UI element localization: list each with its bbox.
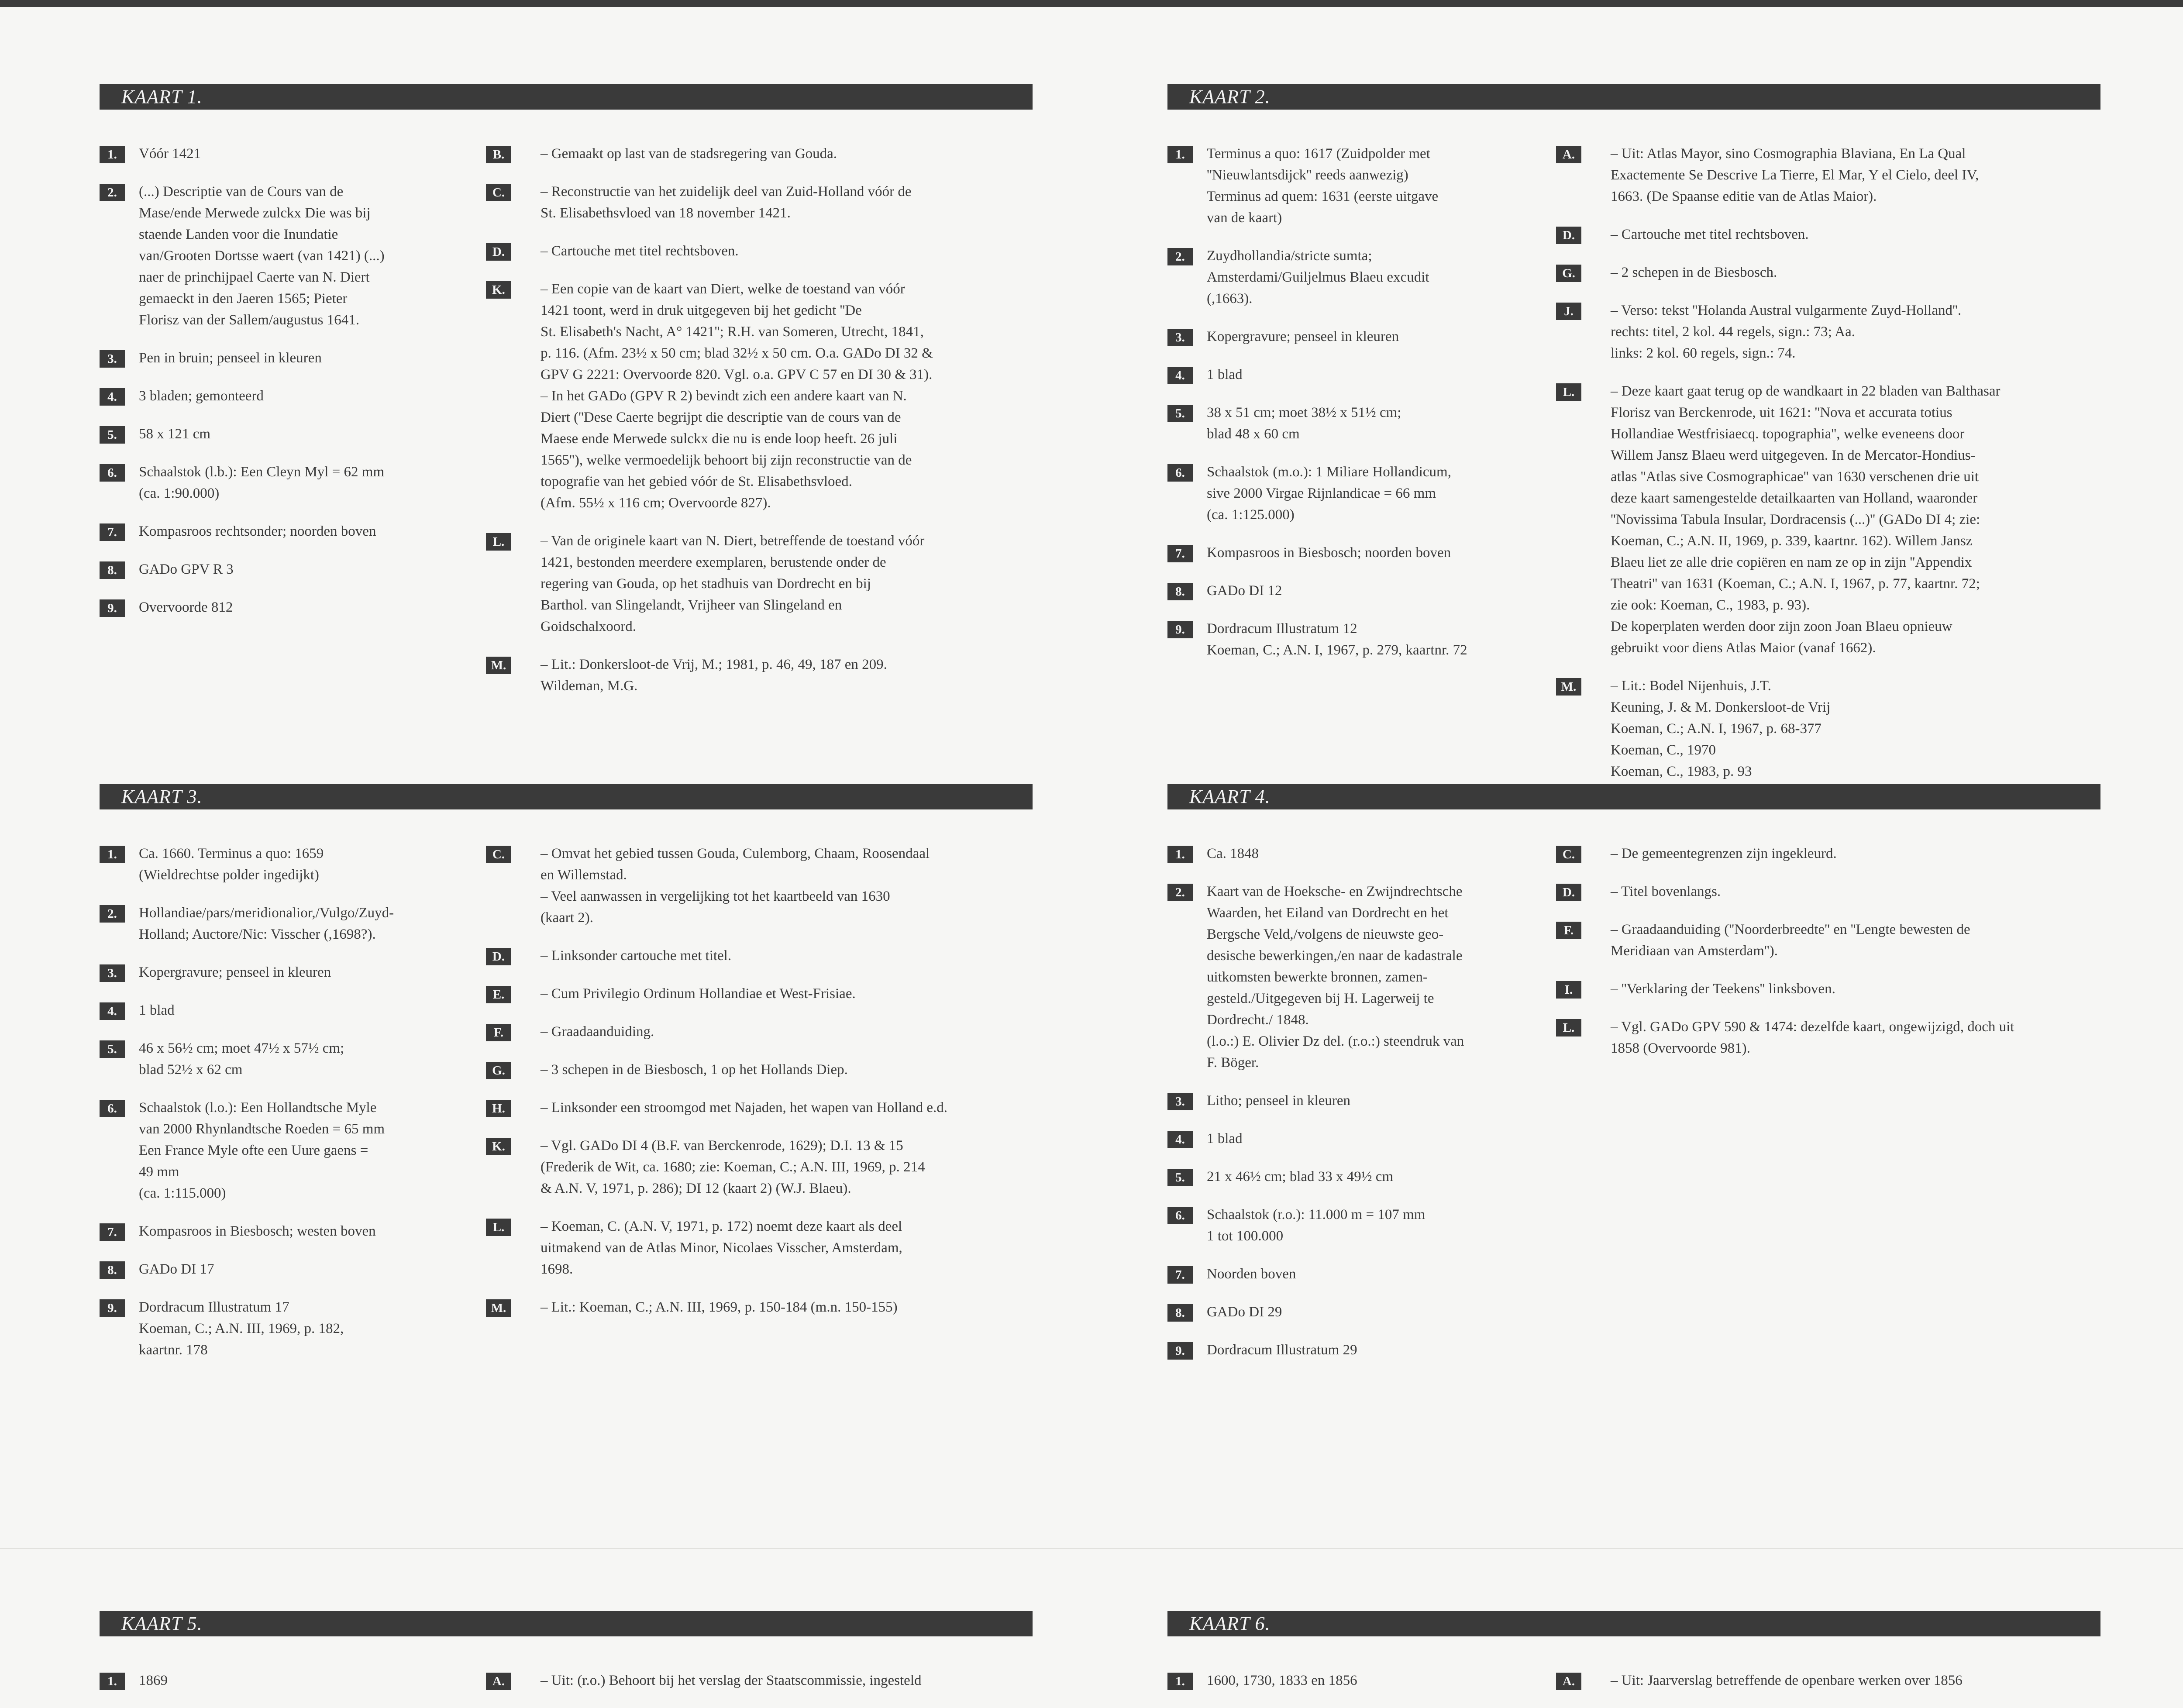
field-text-line: – Uit: Jaarverslag betreffende de openbare werken over 1856 [1611,1673,1963,1688]
field-text-line: p. 116. (Afm. 23½ x 50 cm; blad 32½ x 50 cm. O.a. GADo DI 32 & [541,345,933,361]
field-text-line: Florisz van der Sallem/augustus 1641. [139,312,360,328]
field-text-line: Florisz van Berckenrode, uit 1621: ''Nova et accurata totius [1611,405,1952,420]
field-label-box: A. [1556,146,1581,163]
field-text-line: uitmakend van de Atlas Minor, Nicolaes Visscher, Amsterdam, [541,1240,902,1256]
field-text-line: 1663. (De Spaanse editie van de Atlas Maior). [1611,189,1877,204]
field-text-line: Koeman, C., 1970 [1611,742,1716,758]
field-entry [486,143,1032,165]
field-text-line: Dordracum Illustratum 17 [139,1299,289,1315]
field-label-box: 5. [1167,405,1193,422]
field-label-box: E. [486,986,511,1003]
field-entry [100,1221,458,1242]
section-header: KAART 2. [1167,84,2100,110]
section-header: KAART 3. [100,784,1033,809]
field-text-line: Exactemente Se Descrive La Tierre, El Mar, Y el Cielo, deel IV, [1611,167,1979,183]
field-text-line: GADo GPV R 3 [139,561,234,577]
field-text-line: Koeman, C.; A.N. II, 1969, p. 339, kaartnr. 162). Willem Jansz [1611,533,1973,549]
field-text-line: 46 x 56½ cm; moet 47½ x 57½ cm; [139,1040,344,1056]
field-label-box: 6. [1167,1207,1193,1224]
field-label-box: 2. [1167,248,1193,265]
field-entry [1556,143,2102,207]
field-entry [486,1059,1032,1081]
section-header: KAART 6. [1167,1611,2100,1636]
field-text-line: GADo DI 17 [139,1261,214,1277]
field-text-line: – Lit.: Donkersloot-de Vrij, M.; 1981, p. 46, 49, 187 en 209. [541,657,887,672]
field-text-line: Kompasroos in Biesbosch; noorden boven [1207,545,1451,561]
field-text-line: naer de princhijpael Caerte van N. Diert [139,269,370,285]
field-text-line: staende Landen voor die Inundatie [139,227,338,242]
field-text-line: Maese ende Merwede sulckx die nu is ende loop heeft. 26 juli [541,431,898,447]
field-label-box: D. [1556,884,1581,901]
field-label-box: 4. [1167,1131,1193,1148]
field-text-line: Diert (''Dese Caerte begrijpt die descriptie van de cours van de [541,410,901,425]
field-entry [100,1259,458,1280]
field-label-box: 7. [100,1223,125,1241]
field-entry [486,1216,1032,1280]
field-text-line: zie ook: Koeman, C., 1983, p. 93). [1611,597,1810,613]
field-text-line: van 2000 Rhynlandtsche Roeden = 65 mm [139,1121,385,1137]
field-text-line: Schaalstok (l.b.): Een Cleyn Myl = 62 mm [139,464,385,480]
field-entry [486,983,1032,1005]
field-text-line: links: 2 kol. 60 regels, sign.: 74. [1611,345,1796,361]
field-text-line: 1698. [541,1261,573,1277]
field-entry [1556,262,2102,283]
top-edge [0,0,2183,7]
field-text-line: gesteld./Uitgegeven bij H. Lagerweij te [1207,991,1434,1006]
field-label-box: B. [486,146,511,163]
field-label-box: 1. [1167,846,1193,863]
field-label-box: F. [486,1024,511,1041]
field-label-box: D. [486,243,511,261]
field-text-line: en Willemstad. [541,867,627,883]
section-header: KAART 5. [100,1611,1033,1636]
field-entry [1167,1670,1525,1691]
field-label-box: 2. [100,905,125,923]
field-text-line: rechts: titel, 2 kol. 44 regels, sign.: 73; Aa. [1611,324,1856,340]
field-text-line: – Vgl. GADo DI 4 (B.F. van Berckenrode, 1629); D.I. 13 & 15 [541,1138,903,1154]
field-label-box: D. [1556,227,1581,244]
field-text-line: Schaalstok (m.o.): 1 Miliare Hollandicum, [1207,464,1451,480]
field-text-line: Mase/ende Merwede zulckx Die was bij [139,205,371,221]
field-entry [486,1021,1032,1043]
field-text-line: Noorden boven [1207,1266,1296,1282]
field-label-box: 4. [1167,367,1193,384]
field-text-line: (ca. 1:90.000) [139,486,220,501]
field-text-line: 1869 [139,1673,168,1688]
field-text-line: Waarden, het Eiland van Dordrecht en het [1207,905,1449,921]
field-text-line: atlas ''Atlas sive Cosmographicae'' van 1630 verschenen drie uit [1611,469,1979,485]
field-text-line: gemaeckt in den Jaeren 1565; Pieter [139,291,348,306]
field-entry [1556,919,2102,962]
field-text-line: 1421, bestonden meerdere exemplaren, berustende onder de [541,554,886,570]
right-column [1556,143,2102,799]
field-text-line: Koeman, C.; A.N. I, 1967, p. 68-377 [1611,721,1822,737]
field-text-line: Zuydhollandia/stricte sumta; [1207,248,1372,264]
field-text-line: Goidschalxoord. [541,619,637,634]
field-text-line: Pen in bruin; penseel in kleuren [139,350,322,366]
field-entry [486,1670,1032,1691]
field-text-line: GADo DI 29 [1207,1304,1282,1320]
field-label-box: 8. [1167,583,1193,600]
field-label-box: D. [486,948,511,965]
field-text-line: – Van de originele kaart van N. Diert, betreffende de toestand vóór [541,533,925,549]
field-text-line: Overvoorde 812 [139,599,233,615]
field-text-line: Koeman, C., 1983, p. 93 [1611,764,1752,779]
field-label-box: 4. [100,388,125,406]
field-label-box: 2. [100,184,125,201]
field-text-line: deze kaart samengestelde detailkaarten van Holland, waaronder [1611,490,1978,506]
field-text-line: Bergsche Veld,/volgens de nieuwste geo- [1207,926,1444,942]
field-label-box: C. [486,184,511,201]
field-text-line: St. Elisabethsvloed van 18 november 1421. [541,205,791,221]
field-text-line: Wildeman, M.G. [541,678,638,694]
field-text-line: 1565''), welke vermoedelijk behoort bij zijn reconstructie van de [541,452,912,468]
field-entry [100,902,458,945]
field-entry [1167,1090,1525,1112]
field-text-line: Schaalstok (r.o.): 11.000 m = 107 mm [1207,1207,1425,1222]
field-text-line: kaartnr. 178 [139,1342,208,1358]
field-label-box: 9. [100,1299,125,1317]
field-label-box: L. [1556,1019,1581,1037]
field-text-line: – Koeman, C. (A.N. V, 1971, p. 172) noemt deze kaart als deel [541,1219,902,1234]
field-text-line: – Cartouche met titel rechtsboven. [541,243,739,259]
left-column [1167,143,1525,678]
field-text-line: – Een copie van de kaart van Diert, welke de toestand van vóór [541,281,905,297]
field-text-line: – Omvat het gebied tussen Gouda, Culemborg, Chaam, Roosendaal [541,846,930,861]
field-label-box: J. [1556,303,1581,320]
field-label-box: I. [1556,981,1581,999]
field-entry [1167,143,1525,229]
field-label-box: 7. [1167,545,1193,562]
field-entry [1167,580,1525,602]
field-text-line: (Wieldrechtse polder ingedijkt) [139,867,319,883]
field-label-box: 1. [1167,146,1193,163]
field-text-line: & A.N. V, 1971, p. 286); DI 12 (kaart 2) (W.J. Blaeu). [541,1181,851,1196]
field-text-line: Dordrecht./ 1848. [1207,1012,1309,1028]
field-text-line: regering van Gouda, op het stadhuis van Dordrecht en bij [541,576,871,592]
field-text-line: (kaart 2). [541,910,593,926]
field-text-line: Een France Myle ofte een Uure gaens = [139,1143,368,1158]
field-label-box: 3. [1167,329,1193,346]
field-entry [1167,402,1525,445]
field-text-line: Ca. 1660. Terminus a quo: 1659 [139,846,324,861]
field-label-box: 6. [100,1100,125,1117]
field-label-box: 7. [1167,1266,1193,1284]
field-entry [486,181,1032,224]
field-text-line: – In het GADo (GPV R 2) bevindt zich een andere kaart van N. [541,388,907,404]
field-text-line: Terminus a quo: 1617 (Zuidpolder met [1207,146,1430,162]
field-entry [100,143,458,165]
field-text-line: – Uit: (r.o.) Behoort bij het verslag der Staatscommissie, ingesteld [541,1673,922,1688]
field-label-box: C. [486,846,511,863]
field-label-box: L. [1556,383,1581,401]
field-text-line: Kopergravure; penseel in kleuren [139,964,331,980]
field-text-line: Kompasroos rechtsonder; noorden boven [139,523,376,539]
field-label-box: 3. [1167,1093,1193,1110]
field-label-box: 7. [100,523,125,541]
field-entry [1167,326,1525,348]
field-entry [100,1097,458,1204]
field-entry [486,241,1032,262]
field-text-line: Kaart van de Hoeksche- en Zwijndrechtsche [1207,884,1463,899]
field-text-line: (Frederik de Wit, ca. 1680; zie: Koeman, C.; A.N. III, 1969, p. 214 [541,1159,925,1175]
field-text-line: blad 52½ x 62 cm [139,1062,243,1078]
field-entry [100,386,458,407]
field-text-line: sive 2000 Virgae Rijnlandicae = 66 mm [1207,486,1436,501]
field-text-line: 3 bladen; gemonteerd [139,388,264,404]
field-entry [1167,1302,1525,1323]
field-text-line: – Linksonder cartouche met titel. [541,948,732,964]
field-text-line: van de kaart) [1207,210,1282,226]
field-entry [100,1297,458,1361]
field-entry [1167,1340,1525,1361]
field-label-box: 6. [1167,464,1193,482]
field-text-line: Litho; penseel in kleuren [1207,1093,1350,1109]
field-text-line: 49 mm [139,1164,179,1180]
field-text-line: Kopergravure; penseel in kleuren [1207,329,1399,344]
field-text-line: desische bewerkingen,/en naar de kadastrale [1207,948,1463,964]
field-entry [1167,843,1525,864]
field-text-line: 1421 toont, werd in druk uitgegeven bij het gedicht ''De [541,303,862,318]
field-text-line: Hollandiae/pars/meridionalior,/Vulgo/Zuyd- [139,905,394,921]
field-entry [486,279,1032,514]
field-entry [486,654,1032,697]
field-text-line: – Veel aanwassen in vergelijking tot het kaartbeeld van 1630 [541,888,890,904]
field-text-line: F. Böger. [1207,1055,1259,1071]
field-text-line: – Vgl. GADo GPV 590 & 1474: dezelfde kaart, ongewijzigd, doch uit [1611,1019,2014,1035]
field-entry [1167,1264,1525,1285]
field-entry [1167,1128,1525,1150]
field-text-line: – Lit.: Bodel Nijenhuis, J.T. [1611,678,1771,694]
right-column [486,1670,1032,1708]
field-text-line: Dordracum Illustratum 29 [1207,1342,1357,1358]
field-entry [486,1097,1032,1119]
field-label-box: 6. [100,464,125,482]
field-text-line: – Uit: Atlas Mayor, sino Cosmographia Blaviana, En La Qual [1611,146,1966,162]
field-entry [1167,542,1525,564]
field-text-line: Blaeu liet ze alle drie copiëren en nam ze op in zijn ''Appendix [1611,554,1972,570]
page-fold-line [0,1548,2183,1549]
field-text-line: Kompasroos in Biesbosch; westen boven [139,1223,376,1239]
field-label-box: 9. [1167,1342,1193,1360]
field-text-line: 1 tot 100.000 [1207,1228,1284,1244]
field-text-line: – Cartouche met titel rechtsboven. [1611,227,1809,242]
field-label-box: A. [1556,1673,1581,1690]
field-text-line: Vóór 1421 [139,146,201,162]
field-label-box: F. [1556,922,1581,939]
field-text-line: 1 blad [1207,367,1243,382]
field-text-line: – ''Verklaring der Teekens'' linksboven. [1611,981,1835,997]
field-text-line: (ca. 1:125.000) [1207,507,1295,523]
right-column [486,843,1032,1335]
left-column [100,1670,458,1708]
field-label-box: 9. [1167,621,1193,638]
field-text-line: GADo DI 12 [1207,583,1282,599]
field-entry [1556,978,2102,1000]
field-entry [100,1038,458,1081]
field-entry [1167,245,1525,310]
field-label-box: L. [486,1219,511,1236]
field-text-line: – Graadaanduiding. [541,1024,654,1040]
field-label-box: 5. [1167,1169,1193,1186]
field-text-line: Dordracum Illustratum 12 [1207,621,1357,637]
field-label-box: 8. [100,1261,125,1279]
field-text-line: Schaalstok (l.o.): Een Hollandtsche Myle [139,1100,377,1116]
field-label-box: G. [486,1062,511,1079]
field-entry [100,597,458,618]
field-entry [486,945,1032,967]
field-text-line: – Lit.: Koeman, C.; A.N. III, 1969, p. 150-184 (m.n. 150-155) [541,1299,898,1315]
field-text-line: 1 blad [1207,1131,1243,1147]
field-text-line: – De gemeentegrenzen zijn ingekleurd. [1611,846,1837,861]
field-text-line: uitkomsten bewerkte bronnen, zamen- [1207,969,1428,985]
field-text-line: (l.o.:) E. Olivier Dz del. (r.o.:) steendruk van [1207,1033,1464,1049]
field-label-box: 5. [100,1040,125,1058]
field-text-line: Meridiaan van Amsterdam''). [1611,943,1778,959]
field-label-box: 1. [1167,1673,1193,1690]
field-entry [100,962,458,983]
field-text-line: 58 x 121 cm [139,426,211,442]
field-label-box: 3. [100,350,125,368]
field-entry [100,1670,458,1691]
field-text-line: – Linksonder een stroomgod met Najaden, het wapen van Holland e.d. [541,1100,947,1116]
field-text-line: 1858 (Overvoorde 981). [1611,1040,1750,1056]
field-entry [1167,1166,1525,1188]
field-text-line: Theatri'' van 1631 (Koeman, C.; A.N. I, 1967, p. 77, kaartnr. 72; [1611,576,1980,592]
right-column [1556,1670,2102,1708]
field-label-box: M. [1556,678,1581,696]
field-text-line: (Afm. 55½ x 116 cm; Overvoorde 827). [541,495,771,511]
field-text-line: van/Grooten Dortsse waert (van 1421) (...) [139,248,385,264]
field-entry [1167,881,1525,1074]
field-label-box: 1. [100,846,125,863]
field-entry [100,843,458,886]
field-text-line: Hollandiae Westfrisiaecq. topographia'', welke eveneens door [1611,426,1965,442]
right-column [486,143,1032,713]
field-text-line: (ca. 1:115.000) [139,1185,226,1201]
field-text-line: – Verso: tekst ''Holanda Austral vulgarmente Zuyd-Holland''. [1611,303,1962,318]
field-entry [1556,1016,2102,1059]
field-label-box: H. [486,1100,511,1117]
field-entry [1556,224,2102,245]
field-text-line: De koperplaten werden door zijn zoon Joan Blaeu opnieuw [1611,619,1952,634]
field-entry [1556,1670,2102,1691]
section-header: KAART 1. [100,84,1033,110]
field-text-line: – Titel bovenlangs. [1611,884,1721,899]
field-entry [1556,381,2102,659]
field-text-line: ''Nieuwlantsdijck'' reeds aanwezig) [1207,167,1408,183]
field-entry [100,461,458,504]
field-entry [100,521,458,542]
field-text-line: Barthol. van Slingelandt, Vrijheer van Slingeland en [541,597,842,613]
field-text-line: Amsterdami/Guiljelmus Blaeu excudit [1207,269,1429,285]
field-text-line: Willem Jansz Blaeu werd uitgegeven. In de Mercator-Hondius- [1611,448,1976,463]
section-header: KAART 4. [1167,784,2100,809]
field-label-box: 2. [1167,884,1193,901]
field-entry [1556,300,2102,364]
field-label-box: A. [486,1673,511,1690]
field-label-box: K. [486,1138,511,1155]
field-text-line: – Deze kaart gaat terug op de wandkaart in 22 bladen van Balthasar [1611,383,2001,399]
field-text-line: 21 x 46½ cm; blad 33 x 49½ cm [1207,1169,1394,1185]
field-label-box: 1. [100,146,125,163]
left-column [1167,1670,1525,1708]
field-entry [1167,618,1525,661]
field-label-box: L. [486,533,511,551]
field-text-line: St. Elisabeth's Nacht, A° 1421''; R.H. van Someren, Utrecht, 1841, [541,324,924,340]
field-text-line: topografie van het gebied vóór de St. Elisabethsvloed. [541,474,852,489]
field-text-line: – Gemaakt op last van de stadsregering van Gouda. [541,146,837,162]
left-column [100,843,458,1377]
field-text-line: (,1663). [1207,291,1253,306]
field-entry [1167,364,1525,386]
field-entry [1556,675,2102,782]
field-label-box: 4. [100,1002,125,1020]
field-text-line: 1 blad [139,1002,175,1018]
field-text-line: – 2 schepen in de Biesbosch. [1611,265,1777,280]
field-label-box: 5. [100,426,125,444]
field-label-box: C. [1556,846,1581,863]
field-text-line: ''Novissima Tabula Insular, Dordracensis (...)'' (GADo DI 4; zie: [1611,512,1980,527]
field-text-line: (...) Descriptie van de Cours van de [139,184,344,200]
field-text-line: 38 x 51 cm; moet 38½ x 51½ cm; [1207,405,1401,420]
field-label-box: G. [1556,265,1581,282]
field-text-line: – 3 schepen in de Biesbosch, 1 op het Hollands Diep. [541,1062,848,1078]
field-entry [486,843,1032,929]
field-text-line: Keuning, J. & M. Donkersloot-de Vrij [1611,699,1831,715]
field-text-line: Koeman, C.; A.N. I, 1967, p. 279, kaartnr. 72 [1207,642,1467,658]
field-label-box: 8. [1167,1304,1193,1322]
field-entry [1167,461,1525,526]
field-entry [486,1297,1032,1318]
field-text-line: – Reconstructie van het zuidelijk deel van Zuid-Holland vóór de [541,184,912,200]
field-text-line: Ca. 1848 [1207,846,1259,861]
field-entry [1167,1204,1525,1247]
field-text-line: Koeman, C.; A.N. III, 1969, p. 182, [139,1321,344,1336]
field-entry [100,424,458,445]
field-entry [486,1135,1032,1199]
field-label-box: 9. [100,599,125,617]
field-text-line: GPV G 2221: Overvoorde 820. Vgl. o.a. GPV C 57 en DI 30 & 31). [541,367,933,382]
field-text-line: – Cum Privilegio Ordinum Hollandiae et West-Frisiae. [541,986,856,1002]
field-text-line: Terminus ad quem: 1631 (eerste uitgave [1207,189,1439,204]
right-column [1556,843,2102,1076]
field-text-line: – Graadaanduiding (''Noorderbreedte'' en ''Lengte bewesten de [1611,922,1970,937]
field-entry [100,181,458,331]
left-column [100,143,458,635]
field-entry [486,530,1032,637]
field-entry [100,1000,458,1021]
field-text-line: blad 48 x 60 cm [1207,426,1300,442]
field-entry [100,348,458,369]
field-entry [1556,843,2102,864]
field-entry [1556,881,2102,902]
field-entry [100,559,458,580]
field-text-line: gebruikt voor diens Atlas Maior (vanaf 1662). [1611,640,1876,656]
left-column [1167,843,1525,1377]
field-text-line: Holland; Auctore/Nic: Visscher (,1698?). [139,926,376,942]
field-label-box: 3. [100,964,125,982]
field-label-box: K. [486,281,511,299]
field-label-box: M. [486,657,511,674]
field-text-line: 1600, 1730, 1833 en 1856 [1207,1673,1357,1688]
field-label-box: 8. [100,561,125,579]
field-label-box: 1. [100,1673,125,1690]
field-label-box: M. [486,1299,511,1317]
